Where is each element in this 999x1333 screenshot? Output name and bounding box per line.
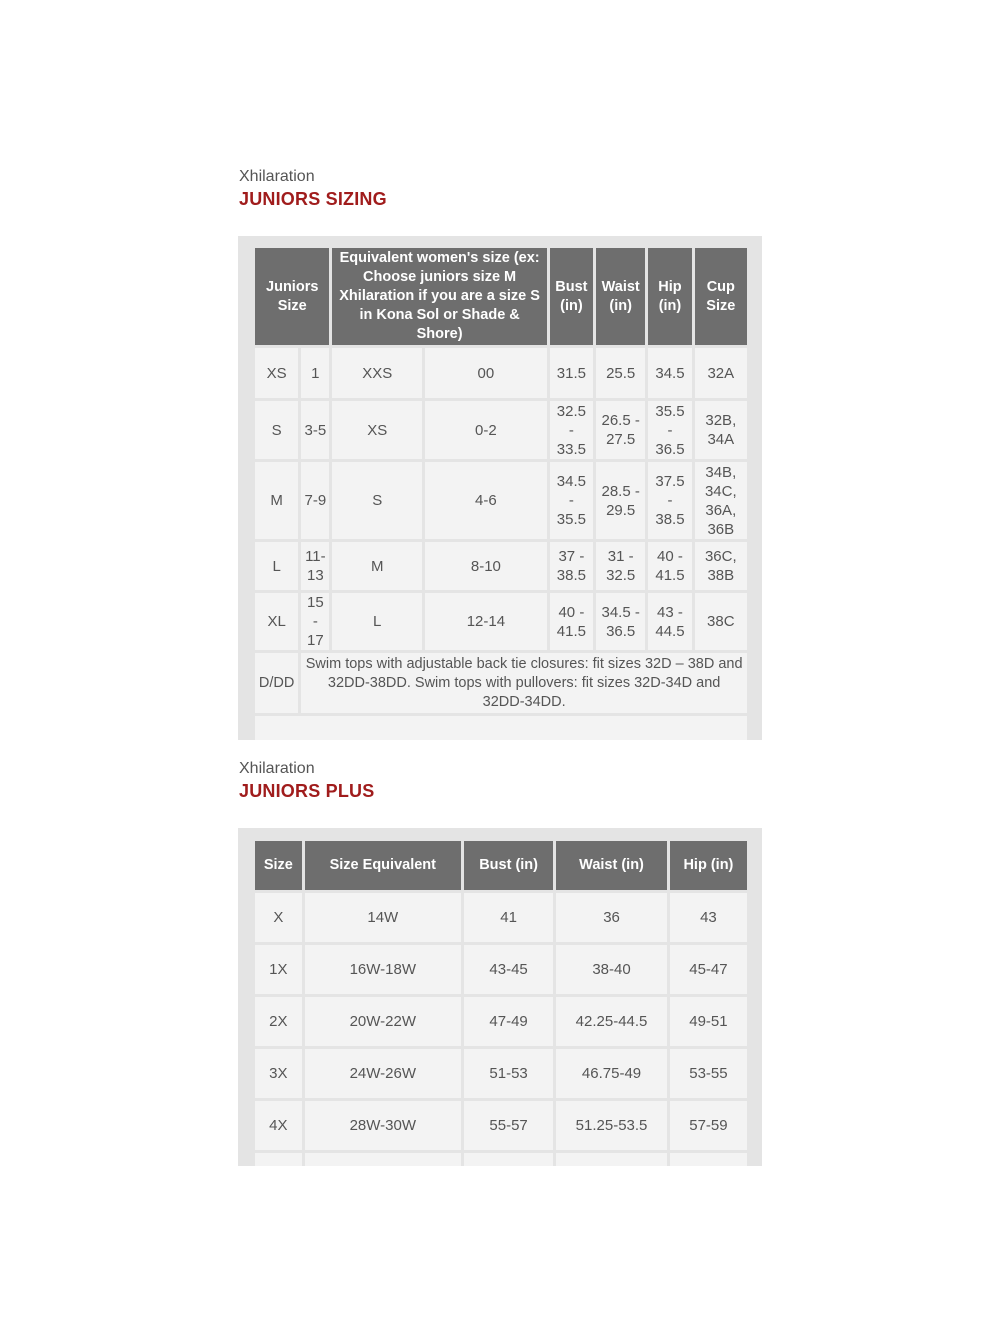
table-row xyxy=(255,997,747,1046)
hip-value: 37.5 - 38.5 xyxy=(648,462,691,539)
equivalent-number: 00 xyxy=(425,348,547,398)
size-number: 15 - 17 xyxy=(301,593,329,650)
table-spacer xyxy=(305,1153,461,1166)
header-bust: Bust (in) xyxy=(464,841,553,890)
header-waist: Waist (in) xyxy=(556,841,667,890)
header-cup: Cup Size xyxy=(695,248,747,345)
table-row xyxy=(255,893,747,942)
table-row xyxy=(255,1101,747,1150)
size-value: X xyxy=(255,893,302,942)
waist-value: 46.75-49 xyxy=(556,1049,667,1098)
bust-value: 32.5 - 33.5 xyxy=(550,401,593,459)
header-size-equivalent: Size Equivalent xyxy=(305,841,461,890)
hip-value: 34.5 xyxy=(648,348,691,398)
hip-value: 49-51 xyxy=(670,997,747,1046)
bust-value: 51-53 xyxy=(464,1049,553,1098)
waist-value: 28.5 - 29.5 xyxy=(596,462,645,539)
table-spacer xyxy=(255,716,747,740)
table-spacer-row xyxy=(255,1153,747,1166)
header-equivalent-size: Equivalent women's size (ex: Choose juniors size M Xhilaration if you are a size S in Kona Sol or Shade & Shore) xyxy=(332,248,546,345)
table-spacer xyxy=(255,1153,302,1166)
size-equivalent-value: 20W-22W xyxy=(305,997,461,1046)
juniors-size-table xyxy=(252,245,750,743)
equivalent-letter: S xyxy=(332,462,422,539)
equivalent-letter: M xyxy=(332,542,422,590)
table-row xyxy=(255,462,747,539)
size-letter: L xyxy=(255,542,298,590)
size-letter: XS xyxy=(255,348,298,398)
header-bust: Bust (in) xyxy=(550,248,593,345)
cup-value: 38C xyxy=(695,593,747,650)
equivalent-letter: XS xyxy=(332,401,422,459)
cup-fit-note: Swim tops with adjustable back tie closures: fit sizes 32D – 38D and 32DD-38DD. Swim tops with pullovers: fit sizes 32D-34D and 32DD-34DD. xyxy=(301,653,747,713)
table-row xyxy=(255,542,747,590)
hip-value: 45-47 xyxy=(670,945,747,994)
bust-value: 40 - 41.5 xyxy=(550,593,593,650)
hip-value: 40 - 41.5 xyxy=(648,542,691,590)
size-number: 7-9 xyxy=(301,462,329,539)
size-value: 2X xyxy=(255,997,302,1046)
size-value: 4X xyxy=(255,1101,302,1150)
size-number: 3-5 xyxy=(301,401,329,459)
waist-value: 38-40 xyxy=(556,945,667,994)
plus-table-panel xyxy=(238,828,762,1166)
juniors-title: JUNIORS SIZING xyxy=(239,189,387,209)
waist-value: 31 - 32.5 xyxy=(596,542,645,590)
table-row xyxy=(255,1049,747,1098)
header-juniors-size: Juniors Size xyxy=(255,248,329,345)
bust-value: 37 - 38.5 xyxy=(550,542,593,590)
equivalent-number: 0-2 xyxy=(425,401,547,459)
size-letter: D/DD xyxy=(255,653,298,713)
equivalent-letter: XXS xyxy=(332,348,422,398)
juniors-table-panel xyxy=(238,236,762,740)
waist-value: 51.25-53.5 xyxy=(556,1101,667,1150)
bust-value: 43-45 xyxy=(464,945,553,994)
header-hip: Hip (in) xyxy=(648,248,691,345)
cup-value: 36C, 38B xyxy=(695,542,747,590)
hip-value: 53-55 xyxy=(670,1049,747,1098)
size-letter: XL xyxy=(255,593,298,650)
size-value: 1X xyxy=(255,945,302,994)
hip-value: 57-59 xyxy=(670,1101,747,1150)
table-row xyxy=(255,401,747,459)
juniors-brand: Xhilaration xyxy=(239,168,315,185)
size-number: 1 xyxy=(301,348,329,398)
header-size: Size xyxy=(255,841,302,890)
size-equivalent-value: 28W-30W xyxy=(305,1101,461,1150)
size-letter: S xyxy=(255,401,298,459)
waist-value: 36 xyxy=(556,893,667,942)
waist-value: 26.5 - 27.5 xyxy=(596,401,645,459)
plus-title: JUNIORS PLUS xyxy=(239,781,375,801)
cup-value: 34B, 34C, 36A, 36B xyxy=(695,462,747,539)
plus-size-table xyxy=(252,838,750,1166)
equivalent-letter: L xyxy=(332,593,422,650)
equivalent-number: 4-6 xyxy=(425,462,547,539)
equivalent-number: 12-14 xyxy=(425,593,547,650)
size-value: 3X xyxy=(255,1049,302,1098)
size-number: 11-13 xyxy=(301,542,329,590)
cup-value: 32A xyxy=(695,348,747,398)
waist-value: 42.25-44.5 xyxy=(556,997,667,1046)
size-equivalent-value: 14W xyxy=(305,893,461,942)
bust-value: 34.5 - 35.5 xyxy=(550,462,593,539)
waist-value: 25.5 xyxy=(596,348,645,398)
header-waist: Waist (in) xyxy=(596,248,645,345)
plus-brand: Xhilaration xyxy=(239,760,315,777)
table-spacer-row xyxy=(255,716,747,740)
bust-value: 55-57 xyxy=(464,1101,553,1150)
size-equivalent-value: 24W-26W xyxy=(305,1049,461,1098)
table-spacer xyxy=(464,1153,553,1166)
hip-value: 43 xyxy=(670,893,747,942)
equivalent-number: 8-10 xyxy=(425,542,547,590)
waist-value: 34.5 - 36.5 xyxy=(596,593,645,650)
size-letter: M xyxy=(255,462,298,539)
bust-value: 41 xyxy=(464,893,553,942)
table-row xyxy=(255,593,747,650)
bust-value: 47-49 xyxy=(464,997,553,1046)
table-spacer xyxy=(670,1153,747,1166)
size-equivalent-value: 16W-18W xyxy=(305,945,461,994)
cup-value: 32B, 34A xyxy=(695,401,747,459)
table-row xyxy=(255,653,747,713)
table-spacer xyxy=(556,1153,667,1166)
table-row xyxy=(255,348,747,398)
bust-value: 31.5 xyxy=(550,348,593,398)
header-hip: Hip (in) xyxy=(670,841,747,890)
hip-value: 35.5 - 36.5 xyxy=(648,401,691,459)
table-row xyxy=(255,945,747,994)
hip-value: 43 - 44.5 xyxy=(648,593,691,650)
